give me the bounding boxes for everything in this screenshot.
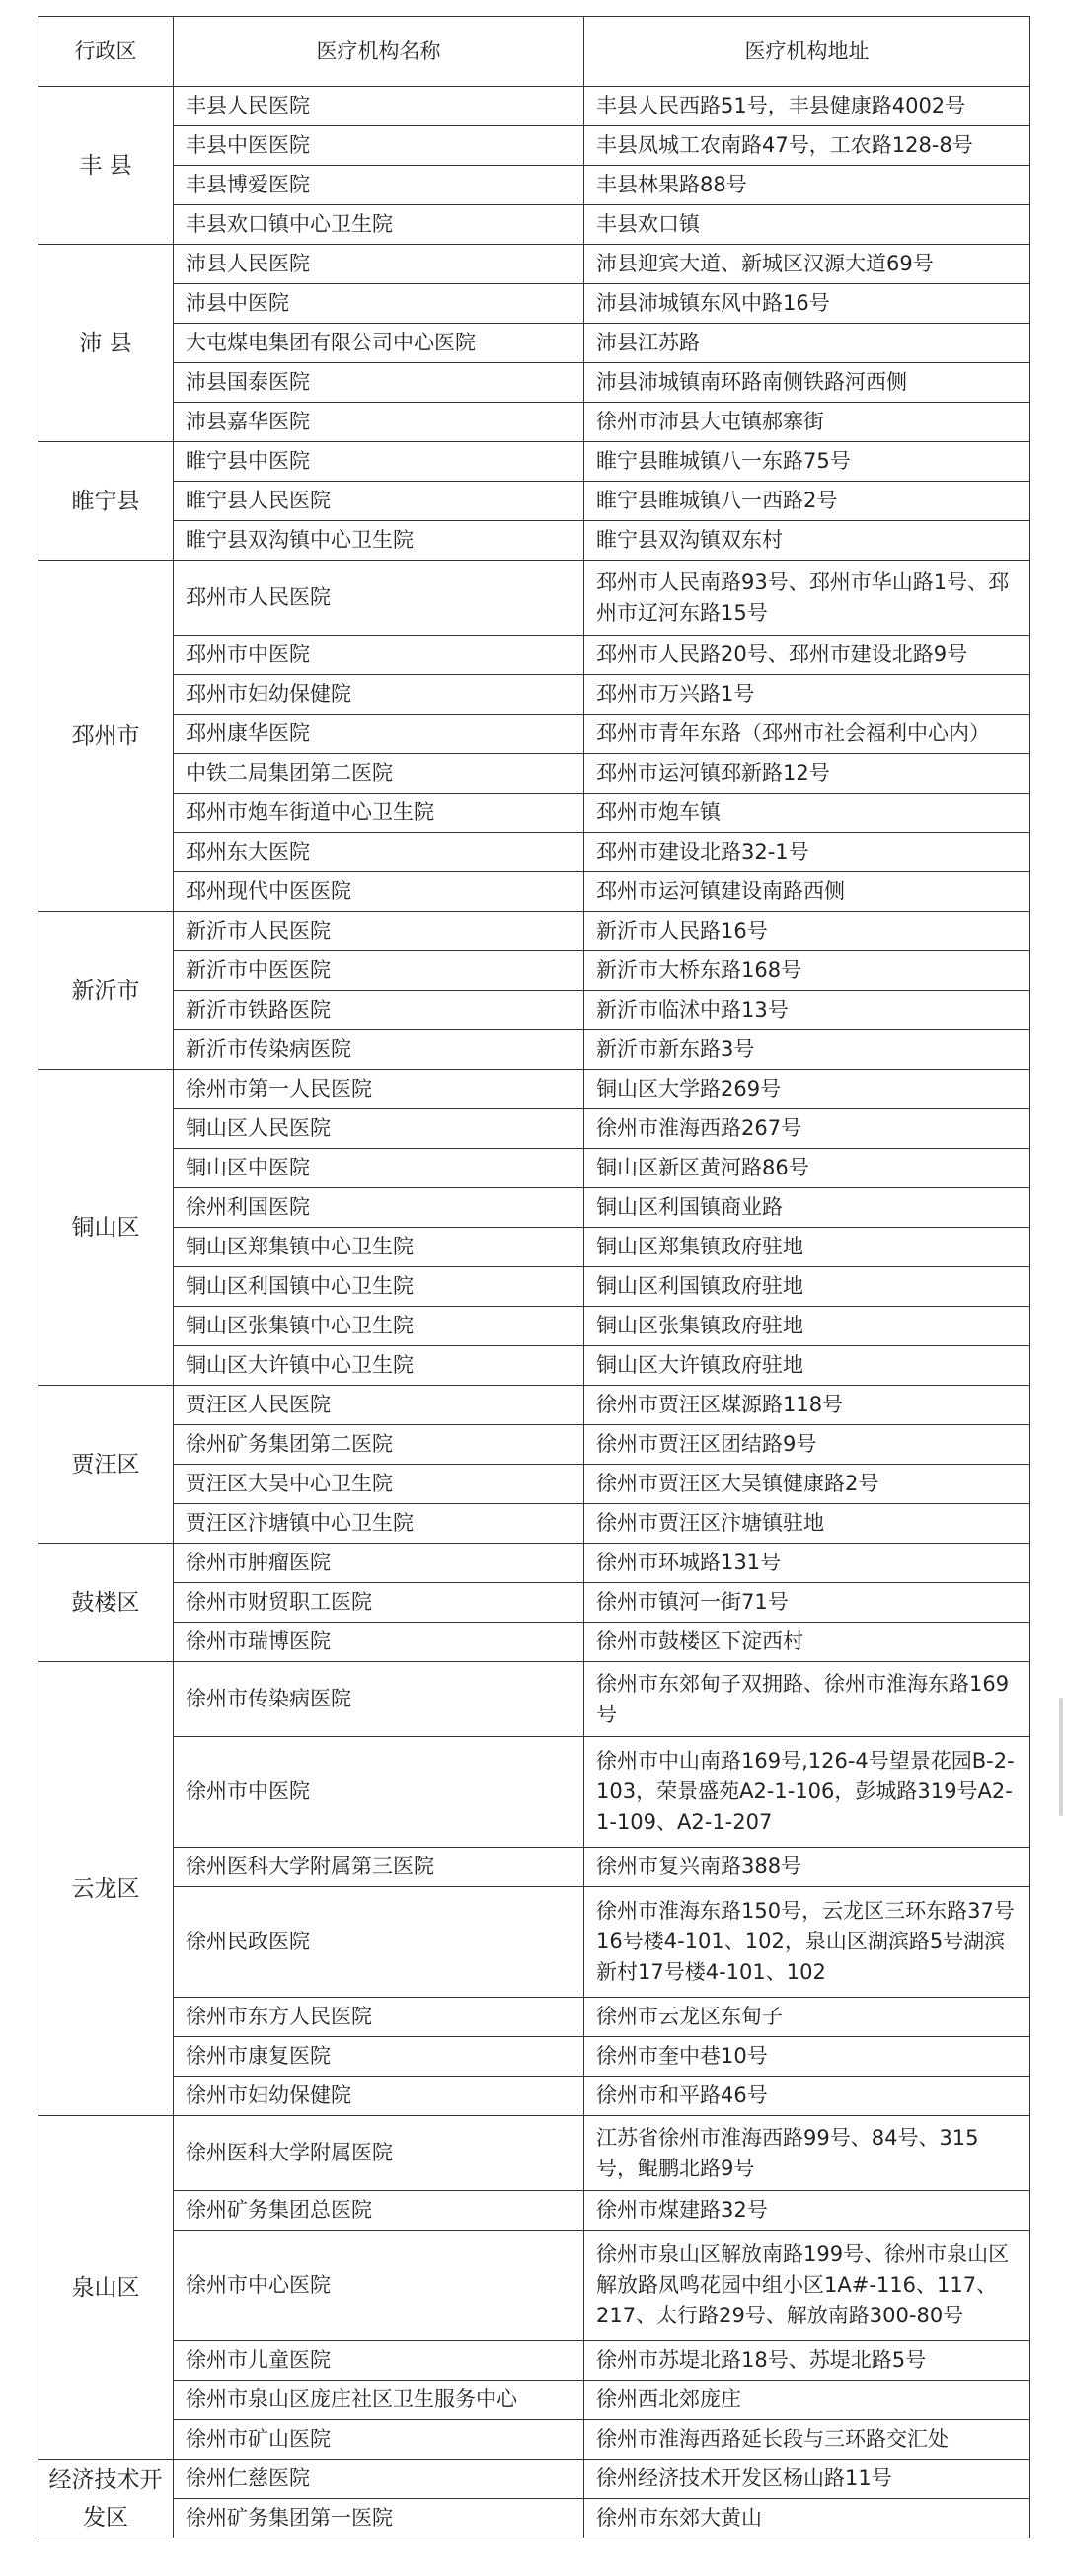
institution-name-cell: 沛县嘉华医院 (174, 403, 584, 442)
district-cell: 鼓楼区 (38, 1544, 174, 1662)
institution-address-cell: 徐州市淮海西路267号 (584, 1109, 1030, 1149)
table-row (38, 1070, 1030, 1109)
table-row (38, 2077, 1030, 2116)
institution-address-cell: 邳州市人民南路93号、邳州市华山路1号、邳州市辽河东路15号 (584, 561, 1030, 636)
institution-name-cell: 贾汪区大吴中心卫生院 (174, 1465, 584, 1504)
table-row (38, 872, 1030, 912)
table-row (38, 636, 1030, 675)
institution-address-cell: 丰县人民西路51号，丰县健康路4002号 (584, 87, 1030, 126)
institution-address-cell: 邳州市建设北路32-1号 (584, 833, 1030, 872)
table-row (38, 1307, 1030, 1346)
table-row (38, 1544, 1030, 1583)
institution-name-cell: 邳州东大医院 (174, 833, 584, 872)
institution-name-cell: 徐州市瑞博医院 (174, 1623, 584, 1662)
table-row (38, 2116, 1030, 2191)
institution-name-cell: 丰县欢口镇中心卫生院 (174, 205, 584, 245)
district-cell: 邳州市 (38, 561, 174, 912)
institution-address-cell: 铜山区新区黄河路86号 (584, 1149, 1030, 1188)
institution-address-cell: 江苏省徐州市淮海西路99号、84号、315号，鲲鹏北路9号 (584, 2116, 1030, 2191)
table-row (38, 1228, 1030, 1267)
table-row (38, 403, 1030, 442)
institution-address-cell: 睢宁县睢城镇八一西路2号 (584, 482, 1030, 521)
institution-name-cell: 大屯煤电集团有限公司中心医院 (174, 324, 584, 363)
institution-address-cell: 邳州市青年东路（邳州市社会福利中心内） (584, 715, 1030, 754)
district-cell: 贾汪区 (38, 1386, 174, 1544)
institution-name-cell: 新沂市中医医院 (174, 951, 584, 991)
institution-name-cell: 徐州市第一人民医院 (174, 1070, 584, 1109)
table-row (38, 205, 1030, 245)
institution-name-cell: 徐州医科大学附属医院 (174, 2116, 584, 2191)
district-cell: 云龙区 (38, 1662, 174, 2116)
district-cell: 新沂市 (38, 912, 174, 1070)
institution-address-cell: 徐州市淮海东路150号，云龙区三环东路37号16号楼4-101、102，泉山区湖滨路5号湖滨新村17号楼4-101、102 (584, 1887, 1030, 1998)
institution-address-cell: 铜山区郑集镇政府驻地 (584, 1228, 1030, 1267)
institution-name-cell: 徐州仁慈医院 (174, 2460, 584, 2499)
institution-address-cell: 铜山区大许镇政府驻地 (584, 1346, 1030, 1386)
institution-address-cell: 铜山区利国镇商业路 (584, 1188, 1030, 1228)
institution-name-cell: 邳州市妇幼保健院 (174, 675, 584, 715)
institution-address-cell: 徐州市贾汪区大吴镇健康路2号 (584, 1465, 1030, 1504)
institution-address-cell: 徐州市贾汪区煤源路118号 (584, 1386, 1030, 1425)
institution-name-cell: 铜山区张集镇中心卫生院 (174, 1307, 584, 1346)
district-cell: 铜山区 (38, 1070, 174, 1386)
institution-address-cell: 邳州市人民路20号、邳州市建设北路9号 (584, 636, 1030, 675)
table-row (38, 2191, 1030, 2231)
institution-name-cell: 铜山区中医院 (174, 1149, 584, 1188)
institution-address-cell: 睢宁县双沟镇双东村 (584, 521, 1030, 561)
institution-address-cell: 新沂市新东路3号 (584, 1030, 1030, 1070)
institution-name-cell: 铜山区郑集镇中心卫生院 (174, 1228, 584, 1267)
institution-name-cell: 睢宁县人民医院 (174, 482, 584, 521)
institution-address-cell: 沛县沛城镇南环路南侧铁路河西侧 (584, 363, 1030, 403)
table-row (38, 951, 1030, 991)
institution-name-cell: 徐州市妇幼保健院 (174, 2077, 584, 2116)
institution-address-cell: 邳州市运河镇建设南路西侧 (584, 872, 1030, 912)
institution-name-cell: 中铁二局集团第二医院 (174, 754, 584, 794)
institution-name-cell: 徐州市矿山医院 (174, 2420, 584, 2460)
institution-address-cell: 徐州市沛县大屯镇郝寨街 (584, 403, 1030, 442)
institution-name-cell: 徐州民政医院 (174, 1887, 584, 1998)
institution-name-cell: 新沂市人民医院 (174, 912, 584, 951)
institution-address-cell: 睢宁县睢城镇八一东路75号 (584, 442, 1030, 482)
table-row (38, 2381, 1030, 2420)
table-body (38, 87, 1030, 2538)
table-row (38, 1425, 1030, 1465)
table-header-row (38, 17, 1030, 87)
institution-address-cell: 铜山区大学路269号 (584, 1070, 1030, 1109)
institution-address-cell: 徐州市镇河一街71号 (584, 1583, 1030, 1623)
table-row (38, 675, 1030, 715)
institution-address-cell: 徐州市中山南路169号,126-4号望景花园B-2-103，荣景盛苑A2-1-106，彭城路319号A2-1-109、A2-1-207 (584, 1737, 1030, 1848)
institution-address-cell: 丰县欢口镇 (584, 205, 1030, 245)
institution-name-cell: 徐州矿务集团总医院 (174, 2191, 584, 2231)
table-row (38, 1346, 1030, 1386)
institution-address-cell: 新沂市大桥东路168号 (584, 951, 1030, 991)
table-row (38, 1623, 1030, 1662)
institution-address-cell: 沛县迎宾大道、新城区汉源大道69号 (584, 245, 1030, 284)
table-row (38, 442, 1030, 482)
table-row (38, 126, 1030, 166)
institution-name-cell: 丰县中医医院 (174, 126, 584, 166)
institution-name-cell: 沛县中医院 (174, 284, 584, 324)
table-row (38, 1662, 1030, 1737)
institution-name-cell: 徐州矿务集团第二医院 (174, 1425, 584, 1465)
table-row (38, 794, 1030, 833)
header-district: 行政区 (38, 17, 174, 87)
institution-name-cell: 铜山区人民医院 (174, 1109, 584, 1149)
table-row (38, 1267, 1030, 1307)
table-row (38, 991, 1030, 1030)
institution-name-cell: 邳州康华医院 (174, 715, 584, 754)
hospital-table (38, 16, 1030, 2538)
institution-name-cell: 邳州市中医院 (174, 636, 584, 675)
institution-name-cell: 铜山区大许镇中心卫生院 (174, 1346, 584, 1386)
table-row (38, 1030, 1030, 1070)
district-cell: 沛 县 (38, 245, 174, 442)
institution-address-cell: 沛县江苏路 (584, 324, 1030, 363)
institution-name-cell: 丰县博爱医院 (174, 166, 584, 205)
institution-name-cell: 徐州市康复医院 (174, 2037, 584, 2077)
institution-address-cell: 铜山区利国镇政府驻地 (584, 1267, 1030, 1307)
institution-name-cell: 邳州市人民医院 (174, 561, 584, 636)
institution-name-cell: 新沂市传染病医院 (174, 1030, 584, 1070)
table-row (38, 912, 1030, 951)
institution-name-cell: 徐州市泉山区庞庄社区卫生服务中心 (174, 2381, 584, 2420)
institution-name-cell: 睢宁县双沟镇中心卫生院 (174, 521, 584, 561)
institution-address-cell: 徐州市淮海西路延长段与三环路交汇处 (584, 2420, 1030, 2460)
institution-name-cell: 徐州市财贸职工医院 (174, 1583, 584, 1623)
institution-name-cell: 邳州现代中医医院 (174, 872, 584, 912)
institution-name-cell: 铜山区利国镇中心卫生院 (174, 1267, 584, 1307)
institution-address-cell: 徐州经济技术开发区杨山路11号 (584, 2460, 1030, 2499)
institution-address-cell: 徐州市东郊大黄山 (584, 2499, 1030, 2538)
table-row (38, 1386, 1030, 1425)
district-cell: 睢宁县 (38, 442, 174, 561)
table-row (38, 1737, 1030, 1848)
institution-name-cell: 沛县国泰医院 (174, 363, 584, 403)
institution-name-cell: 徐州市中医院 (174, 1737, 584, 1848)
header-address: 医疗机构地址 (584, 17, 1030, 87)
table-row (38, 482, 1030, 521)
table-row (38, 2231, 1030, 2341)
institution-name-cell: 徐州市传染病医院 (174, 1662, 584, 1737)
table-row (38, 2037, 1030, 2077)
district-cell: 丰 县 (38, 87, 174, 245)
table-row (38, 87, 1030, 126)
table-row (38, 1109, 1030, 1149)
district-cell: 泉山区 (38, 2116, 174, 2460)
institution-name-cell: 徐州市儿童医院 (174, 2341, 584, 2381)
institution-name-cell: 沛县人民医院 (174, 245, 584, 284)
institution-name-cell: 徐州市东方人民医院 (174, 1998, 584, 2037)
scrollbar[interactable] (1059, 1698, 1063, 1816)
table-row (38, 2341, 1030, 2381)
table-row (38, 2499, 1030, 2538)
institution-name-cell: 贾汪区汴塘镇中心卫生院 (174, 1504, 584, 1544)
institution-address-cell: 徐州西北郊庞庄 (584, 2381, 1030, 2420)
header-name: 医疗机构名称 (174, 17, 584, 87)
institution-name-cell: 睢宁县中医院 (174, 442, 584, 482)
institution-address-cell: 徐州市奎中巷10号 (584, 2037, 1030, 2077)
institution-address-cell: 徐州市苏堤北路18号、苏堤北路5号 (584, 2341, 1030, 2381)
institution-address-cell: 徐州市贾汪区汴塘镇驻地 (584, 1504, 1030, 1544)
district-cell: 经济技术开发区 (38, 2460, 174, 2538)
institution-name-cell: 徐州利国医院 (174, 1188, 584, 1228)
institution-name-cell: 徐州市中心医院 (174, 2231, 584, 2341)
table-row (38, 1887, 1030, 1998)
table-row (38, 1188, 1030, 1228)
table-row (38, 521, 1030, 561)
table-row (38, 1583, 1030, 1623)
table-row (38, 284, 1030, 324)
institution-name-cell: 徐州矿务集团第一医院 (174, 2499, 584, 2538)
table-row (38, 1465, 1030, 1504)
institution-address-cell: 邳州市炮车镇 (584, 794, 1030, 833)
institution-address-cell: 徐州市云龙区东甸子 (584, 1998, 1030, 2037)
institution-address-cell: 徐州市泉山区解放南路199号、徐州市泉山区解放路凤鸣花园中组小区1A#-116、117、217、太行路29号、解放南路300-80号 (584, 2231, 1030, 2341)
institution-address-cell: 邳州市万兴路1号 (584, 675, 1030, 715)
institution-address-cell: 徐州市环城路131号 (584, 1544, 1030, 1583)
table-row (38, 324, 1030, 363)
institution-address-cell: 沛县沛城镇东风中路16号 (584, 284, 1030, 324)
institution-address-cell: 徐州市煤建路32号 (584, 2191, 1030, 2231)
table-row (38, 754, 1030, 794)
institution-address-cell: 铜山区张集镇政府驻地 (584, 1307, 1030, 1346)
table-row (38, 166, 1030, 205)
institution-name-cell: 新沂市铁路医院 (174, 991, 584, 1030)
institution-name-cell: 丰县人民医院 (174, 87, 584, 126)
table-row (38, 561, 1030, 636)
table-row (38, 2460, 1030, 2499)
institution-address-cell: 徐州市和平路46号 (584, 2077, 1030, 2116)
table-row (38, 2420, 1030, 2460)
institution-name-cell: 邳州市炮车街道中心卫生院 (174, 794, 584, 833)
institution-address-cell: 徐州市贾汪区团结路9号 (584, 1425, 1030, 1465)
table-row (38, 1149, 1030, 1188)
table-row (38, 715, 1030, 754)
institution-address-cell: 邳州市运河镇邳新路12号 (584, 754, 1030, 794)
table-row (38, 1504, 1030, 1544)
table-row (38, 363, 1030, 403)
table-row (38, 833, 1030, 872)
institution-address-cell: 徐州市复兴南路388号 (584, 1848, 1030, 1887)
table-row (38, 245, 1030, 284)
institution-address-cell: 徐州市东郊甸子双拥路、徐州市淮海东路169号 (584, 1662, 1030, 1737)
institution-address-cell: 徐州市鼓楼区下淀西村 (584, 1623, 1030, 1662)
institution-address-cell: 新沂市人民路16号 (584, 912, 1030, 951)
institution-name-cell: 徐州市肿瘤医院 (174, 1544, 584, 1583)
table-row (38, 1998, 1030, 2037)
institution-address-cell: 新沂市临沭中路13号 (584, 991, 1030, 1030)
institution-name-cell: 徐州医科大学附属第三医院 (174, 1848, 584, 1887)
institution-address-cell: 丰县林果路88号 (584, 166, 1030, 205)
table-row (38, 1848, 1030, 1887)
institution-name-cell: 贾汪区人民医院 (174, 1386, 584, 1425)
institution-address-cell: 丰县凤城工农南路47号，工农路128-8号 (584, 126, 1030, 166)
